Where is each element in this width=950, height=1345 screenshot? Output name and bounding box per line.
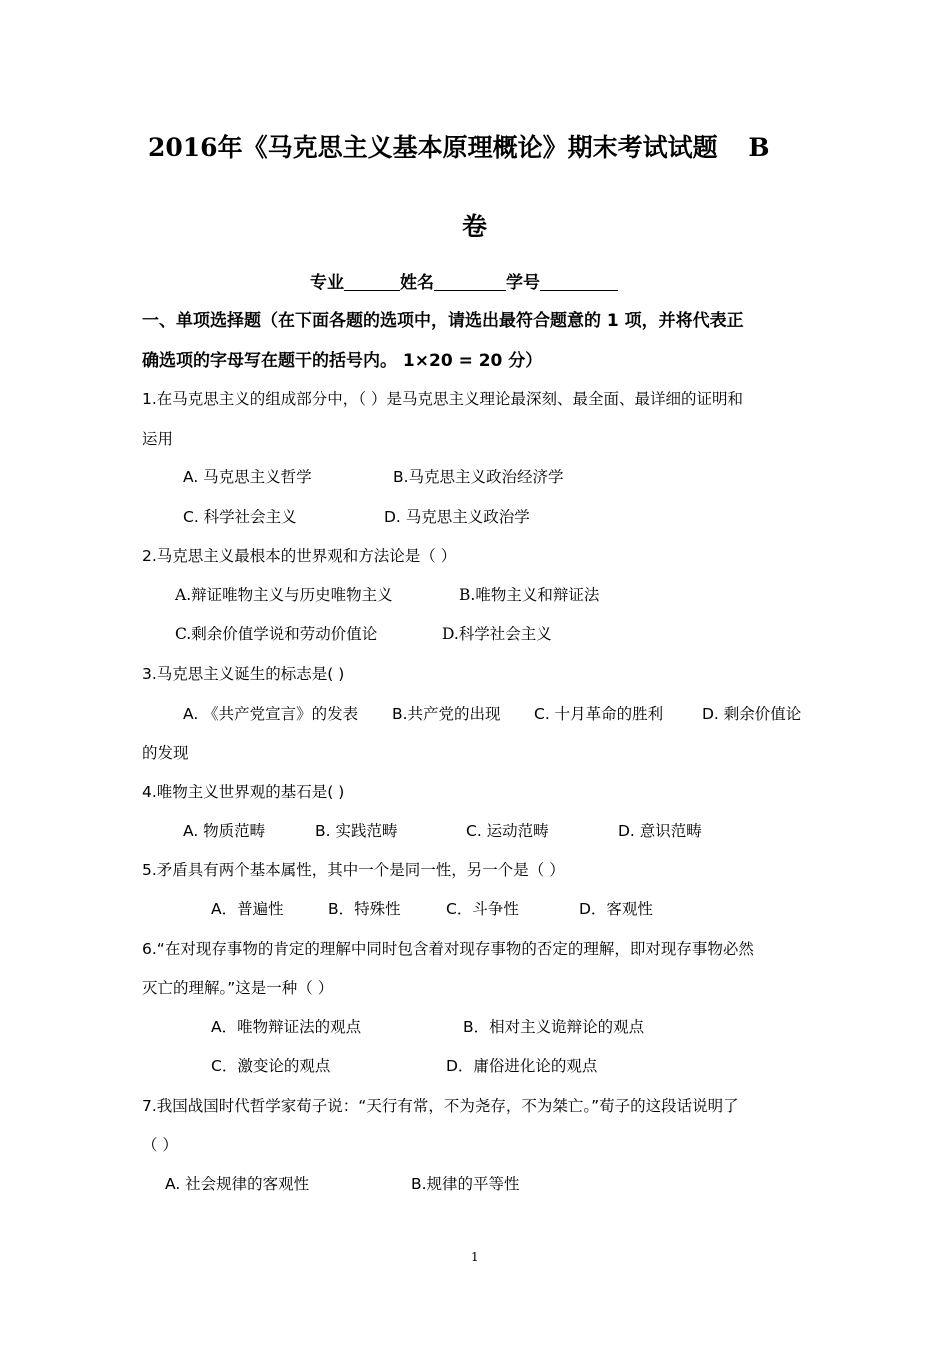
q7-option-b: B.规律的平等性 bbox=[411, 1175, 520, 1193]
q5-option-c: C．斗争性 bbox=[446, 900, 519, 918]
q4-option-d: D. 意识范畴 bbox=[618, 822, 702, 840]
q1-option-a: A. 马克思主义哲学 bbox=[183, 468, 312, 486]
section-heading-line2: 确选项的字母写在题干的括号内。 1×20 = 20 分） bbox=[142, 351, 543, 371]
q1-option-b: B.马克思主义政治经济学 bbox=[393, 468, 564, 486]
q3-option-a: A. 《共产党宣言》的发表 bbox=[183, 705, 359, 723]
student-id-label: 学号 bbox=[506, 273, 540, 293]
student-id-field[interactable] bbox=[540, 274, 618, 291]
name-field[interactable] bbox=[434, 274, 506, 291]
question-7-stem-cont: （ ） bbox=[142, 1136, 178, 1154]
q7-option-a: A. 社会规律的客观性 bbox=[165, 1175, 310, 1193]
q2-option-b: B.唯物主义和辩证法 bbox=[459, 586, 600, 604]
q5-option-d: D．客观性 bbox=[579, 900, 653, 918]
major-field[interactable] bbox=[344, 274, 400, 291]
q6-option-a: A．唯物辩证法的观点 bbox=[211, 1018, 362, 1036]
question-2-stem: 2.马克思主义最根本的世界观和方法论是（ ） bbox=[142, 547, 457, 565]
major-label: 专业 bbox=[310, 273, 344, 293]
page-number: 1 bbox=[471, 1250, 479, 1264]
q2-option-a: A.辩证唯物主义与历史唯物主义 bbox=[175, 586, 393, 604]
student-info-line bbox=[310, 268, 618, 293]
question-7-stem: 7.我国战国时代哲学家荀子说：“天行有常，不为尧存，不为桀亡。”荀子的这段话说明了 bbox=[142, 1097, 739, 1115]
q4-option-c: C. 运动范畴 bbox=[466, 822, 549, 840]
q6-option-d: D．庸俗进化论的观点 bbox=[446, 1057, 598, 1075]
q4-option-b: B. 实践范畴 bbox=[315, 822, 398, 840]
page-title-line1 bbox=[148, 128, 769, 164]
q1-option-c: C. 科学社会主义 bbox=[183, 508, 297, 526]
question-1-stem: 1.在马克思主义的组成部分中，（ ）是马克思主义理论最深刻、最全面、最详细的证明和 bbox=[142, 390, 743, 408]
q5-option-a: A．普遍性 bbox=[211, 900, 284, 918]
q4-option-a: A. 物质范畴 bbox=[183, 822, 266, 840]
question-5-stem: 5.矛盾具有两个基本属性，其中一个是同一性，另一个是（ ） bbox=[142, 861, 565, 879]
title-suffix: B bbox=[748, 133, 770, 162]
section-heading-line1: 一、单项选择题（在下面各题的选项中，请选出最符合题意的 1 项，并将代表正 bbox=[142, 311, 744, 331]
q5-option-b: B．特殊性 bbox=[328, 900, 401, 918]
q3-option-d-cont: 的发现 bbox=[142, 744, 189, 762]
name-label: 姓名 bbox=[400, 273, 434, 293]
q2-option-c: C.剩余价值学说和劳动价值论 bbox=[175, 625, 378, 643]
title-text: 2016年《马克思主义基本原理概论》期末考试试题 bbox=[148, 133, 718, 162]
question-3-stem: 3.马克思主义诞生的标志是( ) bbox=[142, 665, 345, 683]
q6-option-c: C．激变论的观点 bbox=[211, 1057, 331, 1075]
question-4-stem: 4.唯物主义世界观的基石是( ) bbox=[142, 783, 345, 801]
q3-option-c: C. 十月革命的胜利 bbox=[534, 705, 664, 723]
question-1-stem-cont: 运用 bbox=[142, 430, 174, 448]
q3-option-b: B.共产党的出现 bbox=[392, 705, 501, 723]
q6-option-b: B．相对主义诡辩论的观点 bbox=[463, 1018, 645, 1036]
question-6-stem: 6.“在对现存事物的肯定的理解中同时包含着对现存事物的否定的理解，即对现存事物必然 bbox=[142, 940, 754, 958]
q1-option-d: D. 马克思主义政治学 bbox=[384, 508, 530, 526]
q3-option-d: D. 剩余价值论 bbox=[702, 705, 802, 723]
page-title-line2: 卷 bbox=[462, 212, 488, 241]
question-6-stem-cont: 灭亡的理解。”这是一种（ ） bbox=[142, 979, 334, 997]
q2-option-d: D.科学社会主义 bbox=[442, 625, 552, 643]
